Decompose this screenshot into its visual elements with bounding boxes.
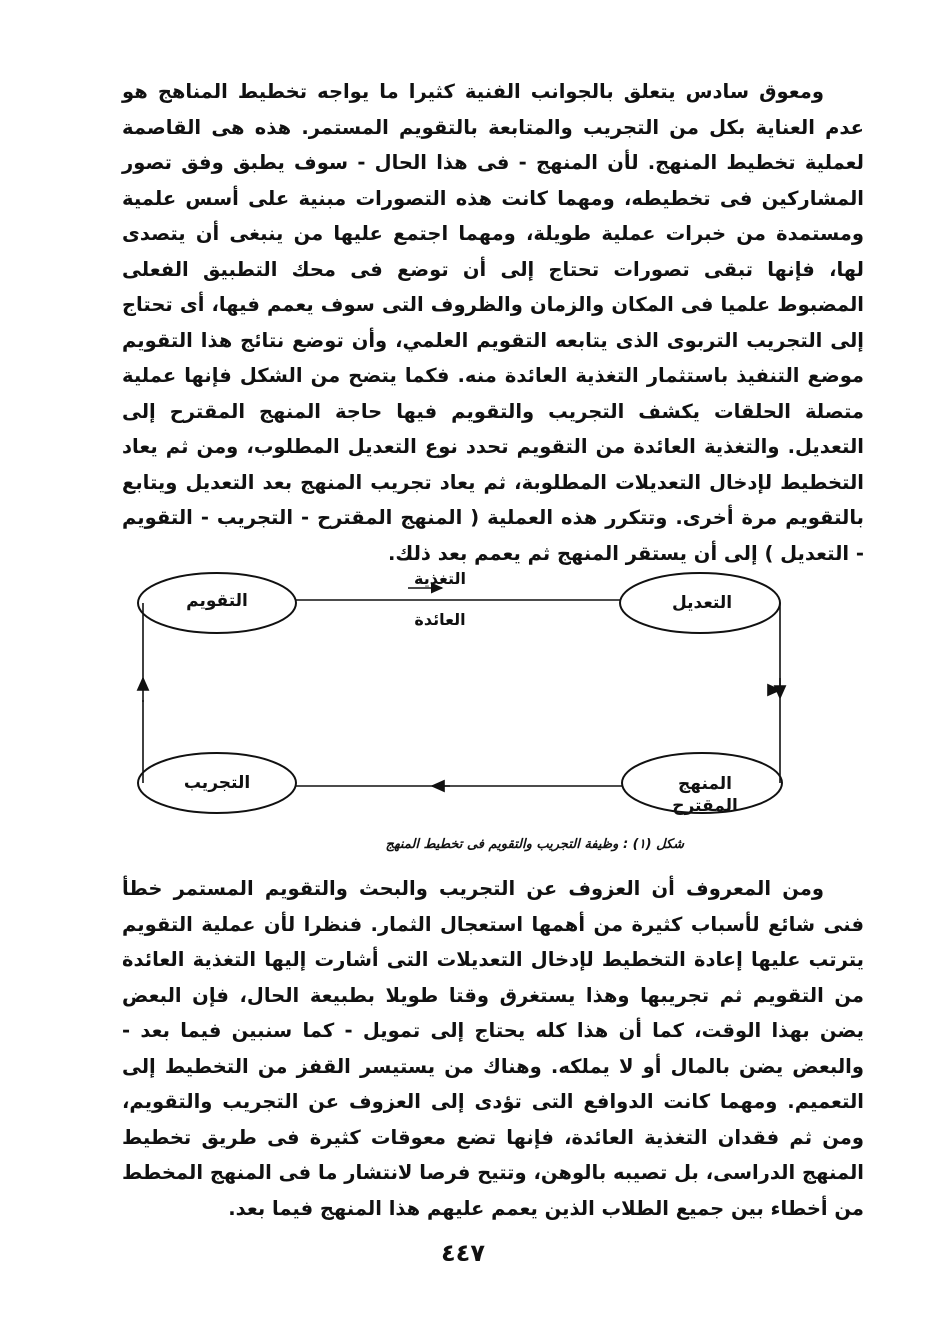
figure-caption: شكل (١) : وظيفة التجريب والتقويم فى تخطيط المنهج <box>385 837 684 852</box>
node-proposed-curriculum-label: المنهج المقترح <box>672 774 738 816</box>
paragraph-obstacle-trial-evaluation: ومعوق سادس يتعلق بالجوانب الفنية كثيرا ما يواجه تخطيط المناهج هو عدم العناية بكل من التجريب والمتابعة بالتقويم المستمر. هذه هى القاصمة لعملية تخطيط المنهج. لأن المنهج - فى هذا الحال - سوف يطبق وفق تصور المشاركين فى تخطيطه، ومهما كانت هذه التصورات مبنية على أسس علمية ومستمدة من خبرات عملية طويلة، ومهما اجتمع عليها من ينبغى أن يتصدى لها، فإنها تبقى تصورات تحتاج إلى أن توضع فى محك التطبيق الفعلى المضبوط علميا فى المكان والزمان والظروف التى سوف يعمم فيها، أى تحتاج إلى التجريب التربوى الذى يتابعه التقويم العلمي، وأن توضع نتائج هذا التقويم موضع التنفيذ باستثمار التغذية العائدة منه. فكما يتضح من الشكل فإنها عملية متصلة الحلقات يكشف التجريب والتقويم فيها حاجة المنهج المقترح إلى التعديل. والتغذية العائدة من التقويم تحدد نوع التعديل المطلوب، ومن ثم يعاد التخطيط لإدخال التعديلات المطلوبة، ثم يعاد تجريب المنهج بعد التعديل ويتابع بالتقويم مرة أخرى. وتتكرر هذه العملية ( المنهج المقترح - التجريب - التقويم - التعديل ) إلى أن يستقر المنهج ثم يعمم بعد ذلك. <box>122 80 864 565</box>
node-trial-label: التجريب <box>183 773 251 793</box>
figure-curriculum-cycle <box>130 560 790 830</box>
page-number: ٤٤٧ <box>441 1239 485 1267</box>
feedback-label-line-1: التغذية <box>413 569 466 588</box>
paragraph-avoiding-trial: ومن المعروف أن العزوف عن التجريب والبحث والتقويم المستمر خطأ فنى شائع لأسباب كثيرة من أهمها استعجال الثمار. فنظرا لأن عملية التقويم يترتب عليها إعادة التخطيط لإدخال التعديلات التى أشارت إليها التغذية العائدة من التقويم ثم تجريبها وهذا يستغرق وقتا طويلا بطبيعة الحال، فإن البعض يضن بهذا الوقت، كما أن هذا كله يحتاج إلى تمويل - كما سنبين فيما بعد - والبعض يضن بالمال أو لا يملكه. وهناك من يستيسر القفز من التخطيط إلى التعميم. ومهما كانت الدوافع التى تؤدى إلى العزوف عن التجريب والتقويم، ومن ثم فقدان التغذية العائدة، فإنها تضع معوقات كثيرة فى طريق تخطيط المنهج الدراسى، بل تصيبه بالوهن، وتتيح فرصا لانتشار ما فى المنهج المخطط من أخطاء بين جميع الطلاب الذين يعمم عليهم هذا المنهج فيما بعد. <box>122 877 864 1220</box>
feedback-label-line-2: العائدة <box>414 610 466 629</box>
node-evaluation-label: التقويم <box>186 591 248 611</box>
node-modification-label: التعديل <box>671 593 733 613</box>
